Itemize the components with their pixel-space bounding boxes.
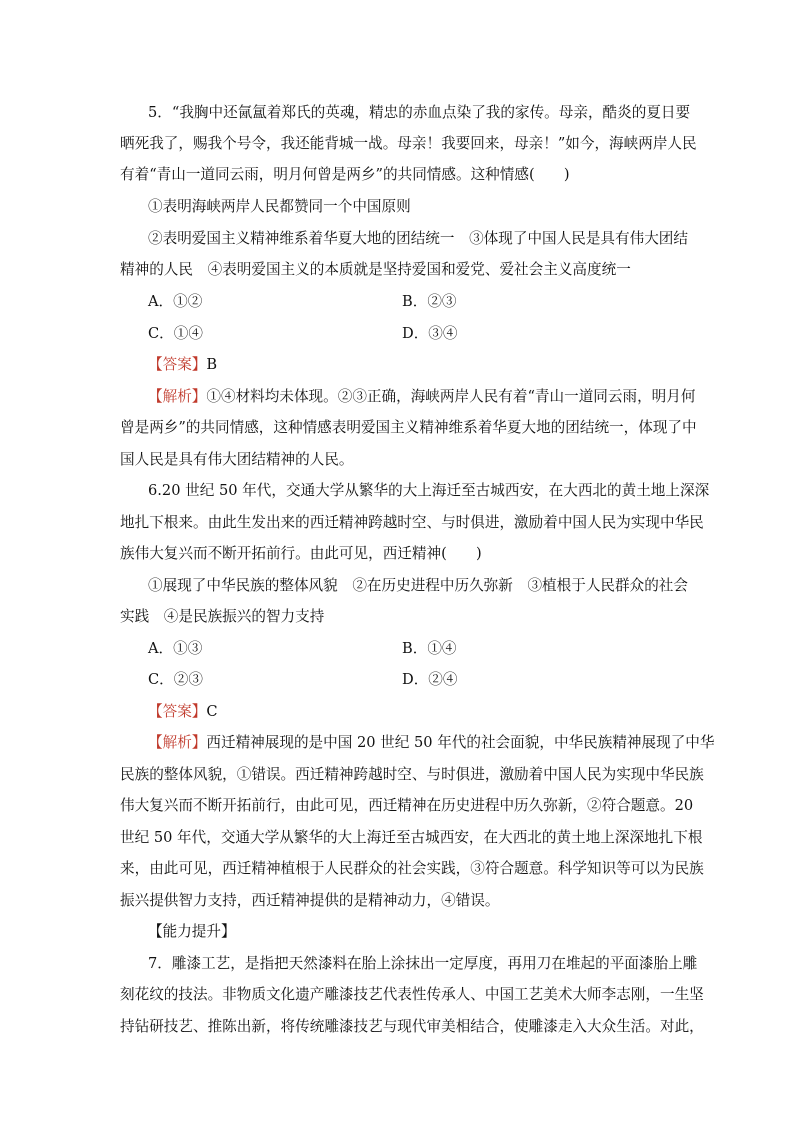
analysis-text: ①④材料均未体现。②③正确，海峡两岸人民有着“青山一道同云雨，明月何: [206, 388, 696, 405]
q5-stem-line-1: 5．“我胸中还氤氲着郑氏的英魂，精忠的赤血点染了我的家传。母亲，酷炎的夏日要: [148, 104, 691, 121]
q5-stem-line-3: 有着“青山一道同云雨，明月何曾是两乡”的共同情感。这种情感( ): [120, 166, 570, 183]
q5-statement-3: 精神的人民 ④表明爱国主义的本质就是坚持爱国和爱党、爱社会主义高度统一: [120, 261, 631, 278]
q6-statement-2: 实践 ④是民族振兴的智力支持: [120, 608, 325, 625]
q6-option-d: D．②④: [402, 671, 458, 688]
analysis-tag: 【解析】: [148, 388, 207, 405]
q7-stem-line-1: 7．雕漆工艺，是指把天然漆料在胎上涂抹出一定厚度，再用刀在堆起的平面漆胎上雕: [148, 955, 698, 972]
q5-stem-line-2: 晒死我了，赐我个号令，我还能背城一战。母亲！我要回来，母亲！”如今，海峡两岸人民: [120, 135, 697, 152]
q6-option-a: A．①③: [148, 640, 203, 657]
answer-value: C: [206, 703, 218, 720]
q7-stem-line-2: 刻花纹的技法。非物质文化遗产雕漆技艺代表性传承人、中国工艺美术大师李志刚，一生坚: [120, 986, 704, 1003]
q6-analysis-line-4: 世纪 50 年代，交通大学从繁华的大上海迁至古城西安，在大西北的黄土地上深深地扎下根: [120, 829, 703, 846]
q6-analysis-line-1: [148, 733, 715, 753]
section-heading: 【能力提升】: [148, 923, 236, 940]
q6-analysis-line-5: 来，由此可见，西迁精神植根于人民群众的社会实践，③符合题意。科学知识等可以为民族: [120, 860, 704, 877]
answer-value: B: [206, 356, 218, 373]
q5-option-b: B．②③: [402, 293, 457, 310]
q6-answer: [148, 702, 680, 722]
q6-stem-line-1: 6.20 世纪 50 年代，交通大学从繁华的大上海迁至古城西安，在大西北的黄土地上深深: [148, 482, 710, 499]
q5-option-c: C．①④: [148, 325, 203, 342]
q6-statement-1: ①展现了中华民族的整体风貌 ②在历史进程中历久弥新 ③植根于人民群众的社会: [148, 577, 688, 594]
q6-option-c: C．②③: [148, 671, 203, 688]
q5-option-a: A．①②: [148, 293, 203, 310]
q7-stem-line-3: 持钻研技艺、推陈出新，将传统雕漆技艺与现代审美相结合，使雕漆走入大众生活。对此，: [120, 1018, 704, 1035]
q5-answer: [148, 355, 680, 375]
q5-statement-2: ②表明爱国主义精神维系着华夏大地的团结统一 ③体现了中国人民是具有伟大团结: [148, 230, 688, 247]
analysis-text: 西迁精神展现的是中国 20 世纪 50 年代的社会面貌，中华民族精神展现了中华: [206, 734, 715, 751]
q5-analysis-line-2: 曾是两乡”的共同情感，这种情感表明爱国主义精神维系着华夏大地的团结统一，体现了中: [120, 419, 697, 436]
q5-analysis-line-1: [148, 387, 696, 407]
answer-tag: 【答案】: [148, 356, 207, 373]
q6-stem-line-2: 地扎下根来。由此生发出来的西迁精神跨越时空、与时俱进，激励着中国人民为实现中华民: [120, 514, 704, 531]
q5-statement-1: ①表明海峡两岸人民都赞同一个中国原则: [148, 198, 411, 215]
q6-option-b: B．①④: [402, 640, 457, 657]
q5-option-d: D．③④: [402, 325, 458, 342]
analysis-tag: 【解析】: [148, 734, 207, 751]
q6-stem-line-3: 族伟大复兴而不断开拓前行。由此可见，西迁精神( ): [120, 545, 482, 562]
q6-analysis-line-3: 伟大复兴而不断开拓前行，由此可见，西迁精神在历史进程中历久弥新，②符合题意。20: [120, 797, 694, 814]
q5-analysis-line-3: 国人民是具有伟大团结精神的人民。: [120, 451, 354, 468]
q6-analysis-line-6: 振兴提供智力支持，西迁精神提供的是精神动力，④错误。: [120, 892, 500, 909]
answer-tag: 【答案】: [148, 703, 207, 720]
q6-analysis-line-2: 民族的整体风貌，①错误。西迁精神跨越时空、与时俱进，激励着中国人民为实现中华民族: [120, 766, 704, 783]
